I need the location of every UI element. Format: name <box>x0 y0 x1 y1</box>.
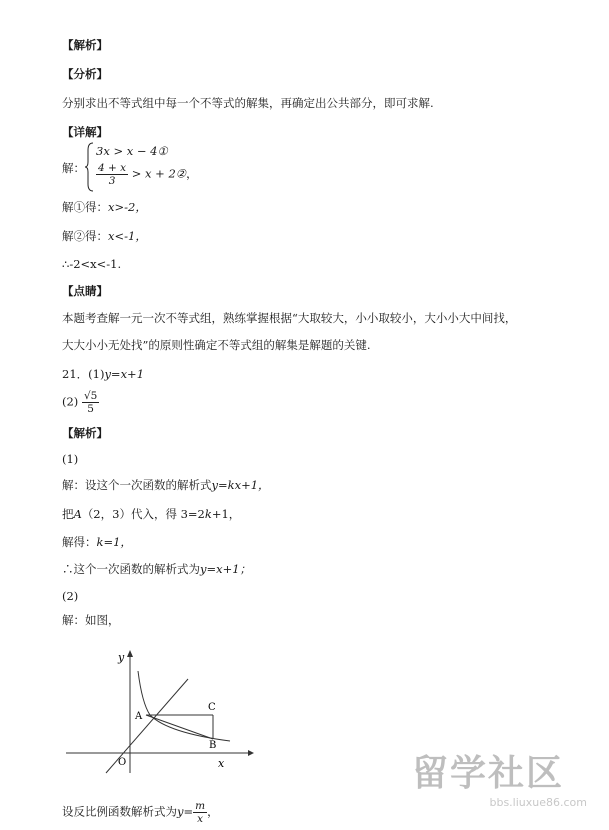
hyperbola-curve <box>138 671 230 741</box>
last-line: 设反比例函数解析式为y= $\frac{m}{x}$ ， <box>62 800 219 825</box>
inequality-2 <box>96 162 198 187</box>
heading-analysis-2: 【解析】 <box>62 426 108 440</box>
part2-marker: (2) <box>62 589 79 603</box>
heading-fenxi: 【分析】 <box>62 67 108 81</box>
ineq2-numerator: 4 + x <box>98 162 127 174</box>
step-2: 把A（2，3）代入，得 3=2k+1， <box>62 507 241 521</box>
step-1: 解：设这个一次函数的解析式y=kx+1， <box>62 478 270 492</box>
x-axis-arrow-icon <box>248 750 254 756</box>
part1-marker: (1) <box>62 452 79 466</box>
q21-answer-1: 21．(1)y=x+1 <box>62 367 145 381</box>
system-label: 解： <box>62 161 85 175</box>
q21-answer-2: (2) $\frac{√5}{5}$ <box>62 390 98 415</box>
brace-icon <box>84 142 94 192</box>
segment-ab <box>146 715 213 739</box>
watermark <box>412 752 587 822</box>
step-5: 解：如图， <box>62 613 120 627</box>
point-c-label: C <box>208 702 216 713</box>
system-tail: ， <box>186 166 198 181</box>
fenxi-text: 分别求出不等式组中每一个不等式的解集，再确定出公共部分，即可求解. <box>62 96 434 110</box>
heading-review: 【点睛】 <box>62 284 108 298</box>
point-b-label: B <box>209 740 217 751</box>
review-line-2: 大大小小无处找”的原则性确定不等式组的解集是解题的关键. <box>62 338 371 352</box>
heading-analysis: 【解析】 <box>62 38 108 52</box>
solve-2: 解②得：x<-1， <box>62 229 147 243</box>
point-a-label: A <box>135 711 143 722</box>
step-4: ∴这个一次函数的解析式为y=x+1； <box>62 562 252 576</box>
function-graph <box>58 645 258 775</box>
heading-detail: 【详解】 <box>62 125 108 139</box>
origin-label: O <box>118 757 127 768</box>
review-line-1: 本题考查解一元一次不等式组，熟练掌握根据“大取较大，小小取较小，大小小大中间找， <box>62 311 517 325</box>
x-axis-label: x <box>218 757 225 770</box>
watermark-title: 留学社区 <box>412 753 565 794</box>
ineq2-rest: > x + 2② <box>131 166 187 181</box>
conclusion: ∴-2<x<-1. <box>62 257 122 271</box>
y-axis-arrow-icon <box>127 650 133 657</box>
y-axis-label: y <box>118 651 125 664</box>
solve-1: 解①得：x>-2， <box>62 200 147 214</box>
ineq2-denominator: 3 <box>108 175 116 187</box>
inequality-1: 3x > x − 4① <box>96 144 168 158</box>
watermark-url: bbs.liuxue86.com <box>489 796 587 809</box>
step-3: 解得：k=1， <box>62 535 132 549</box>
